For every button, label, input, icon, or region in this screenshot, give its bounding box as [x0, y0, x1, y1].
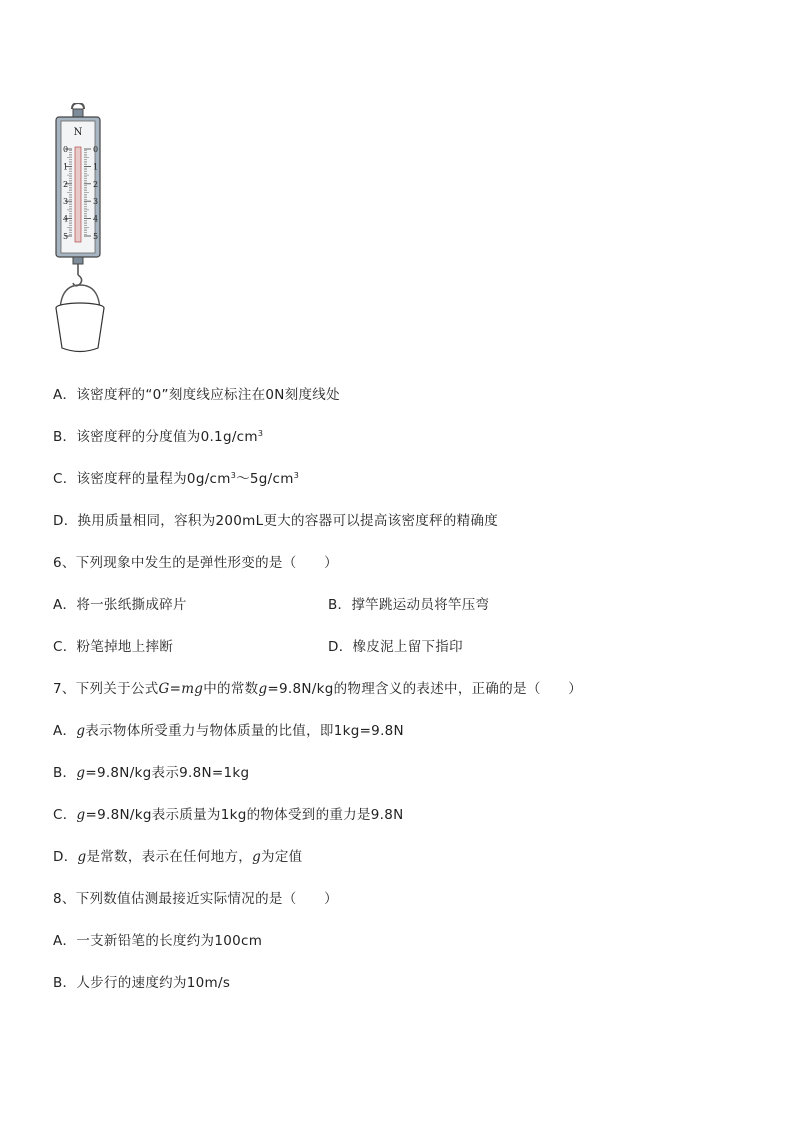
spring-scale-bucket-figure [50, 103, 120, 358]
q5-option-c: C．该密度秤的量程为$0g/cm^3\sim 5g/cm^3$ [53, 471, 300, 487]
tick-label: 0 [93, 145, 99, 154]
tick-label: 3 [93, 197, 99, 207]
q7-option-d: D．g是常数，表示在任何地方，g为定值 [53, 849, 303, 865]
q6-option-b: B．撑竿跳运动员将竿压弯 [328, 597, 490, 613]
q8-stem: 8、下列数值估测最接近实际情况的是（ ） [53, 891, 338, 907]
q7-stem: 7、下列关于公式G=mg中的常数g=9.8N/kg的物理含义的表述中，正确的是（ ） [53, 681, 583, 697]
tick-label: 0 [63, 145, 69, 154]
tick-label: 1 [63, 162, 69, 172]
tick-label: 2 [93, 179, 99, 189]
tick-label: 2 [63, 179, 69, 189]
q6-stem: 6、下列现象中发生的是弹性形变的是（ ） [53, 555, 338, 571]
spring-column [75, 147, 81, 242]
q6-option-c: C．粉笔掉地上摔断 [53, 639, 174, 655]
bucket-body [56, 308, 104, 352]
hook [73, 275, 82, 286]
q7-option-c: C．g=9.8N/kg表示质量为1kg的物体受到的重力是9.8N [53, 807, 404, 823]
q6-option-a: A．将一张纸撕成碎片 [53, 597, 187, 613]
q6-option-d: D．橡皮泥上留下指印 [328, 639, 463, 655]
tick-label: 3 [63, 197, 69, 207]
formula: G=mg [158, 681, 204, 697]
q5-option-a: A．该密度秤的“0”刻度线应标注在0N刻度线处 [53, 387, 340, 403]
unit-label: N [73, 127, 83, 138]
tick-label: 1 [93, 162, 99, 172]
top-ring [72, 103, 84, 109]
tick-label: 5 [93, 232, 99, 241]
tick-label: 5 [63, 232, 69, 241]
tick-label: 4 [63, 214, 69, 224]
tick-label: 4 [93, 214, 99, 224]
q7-option-b: B．g=9.8N/kg表示9.8N=1kg [53, 765, 250, 781]
q7-option-a: A．g表示物体所受重力与物体质量的比值，即1kg=9.8N [53, 723, 404, 739]
q5-option-d: D．换用质量相同，容积为200mL更大的容器可以提高该密度秤的精确度 [53, 513, 499, 529]
q8-option-b: B．人步行的速度约为10m/s [53, 975, 231, 991]
q5-option-b: B．该密度秤的分度值为$0.1g/cm^3$ [53, 429, 264, 445]
q8-option-a: A．一支新铅笔的长度约为100cm [53, 933, 263, 949]
